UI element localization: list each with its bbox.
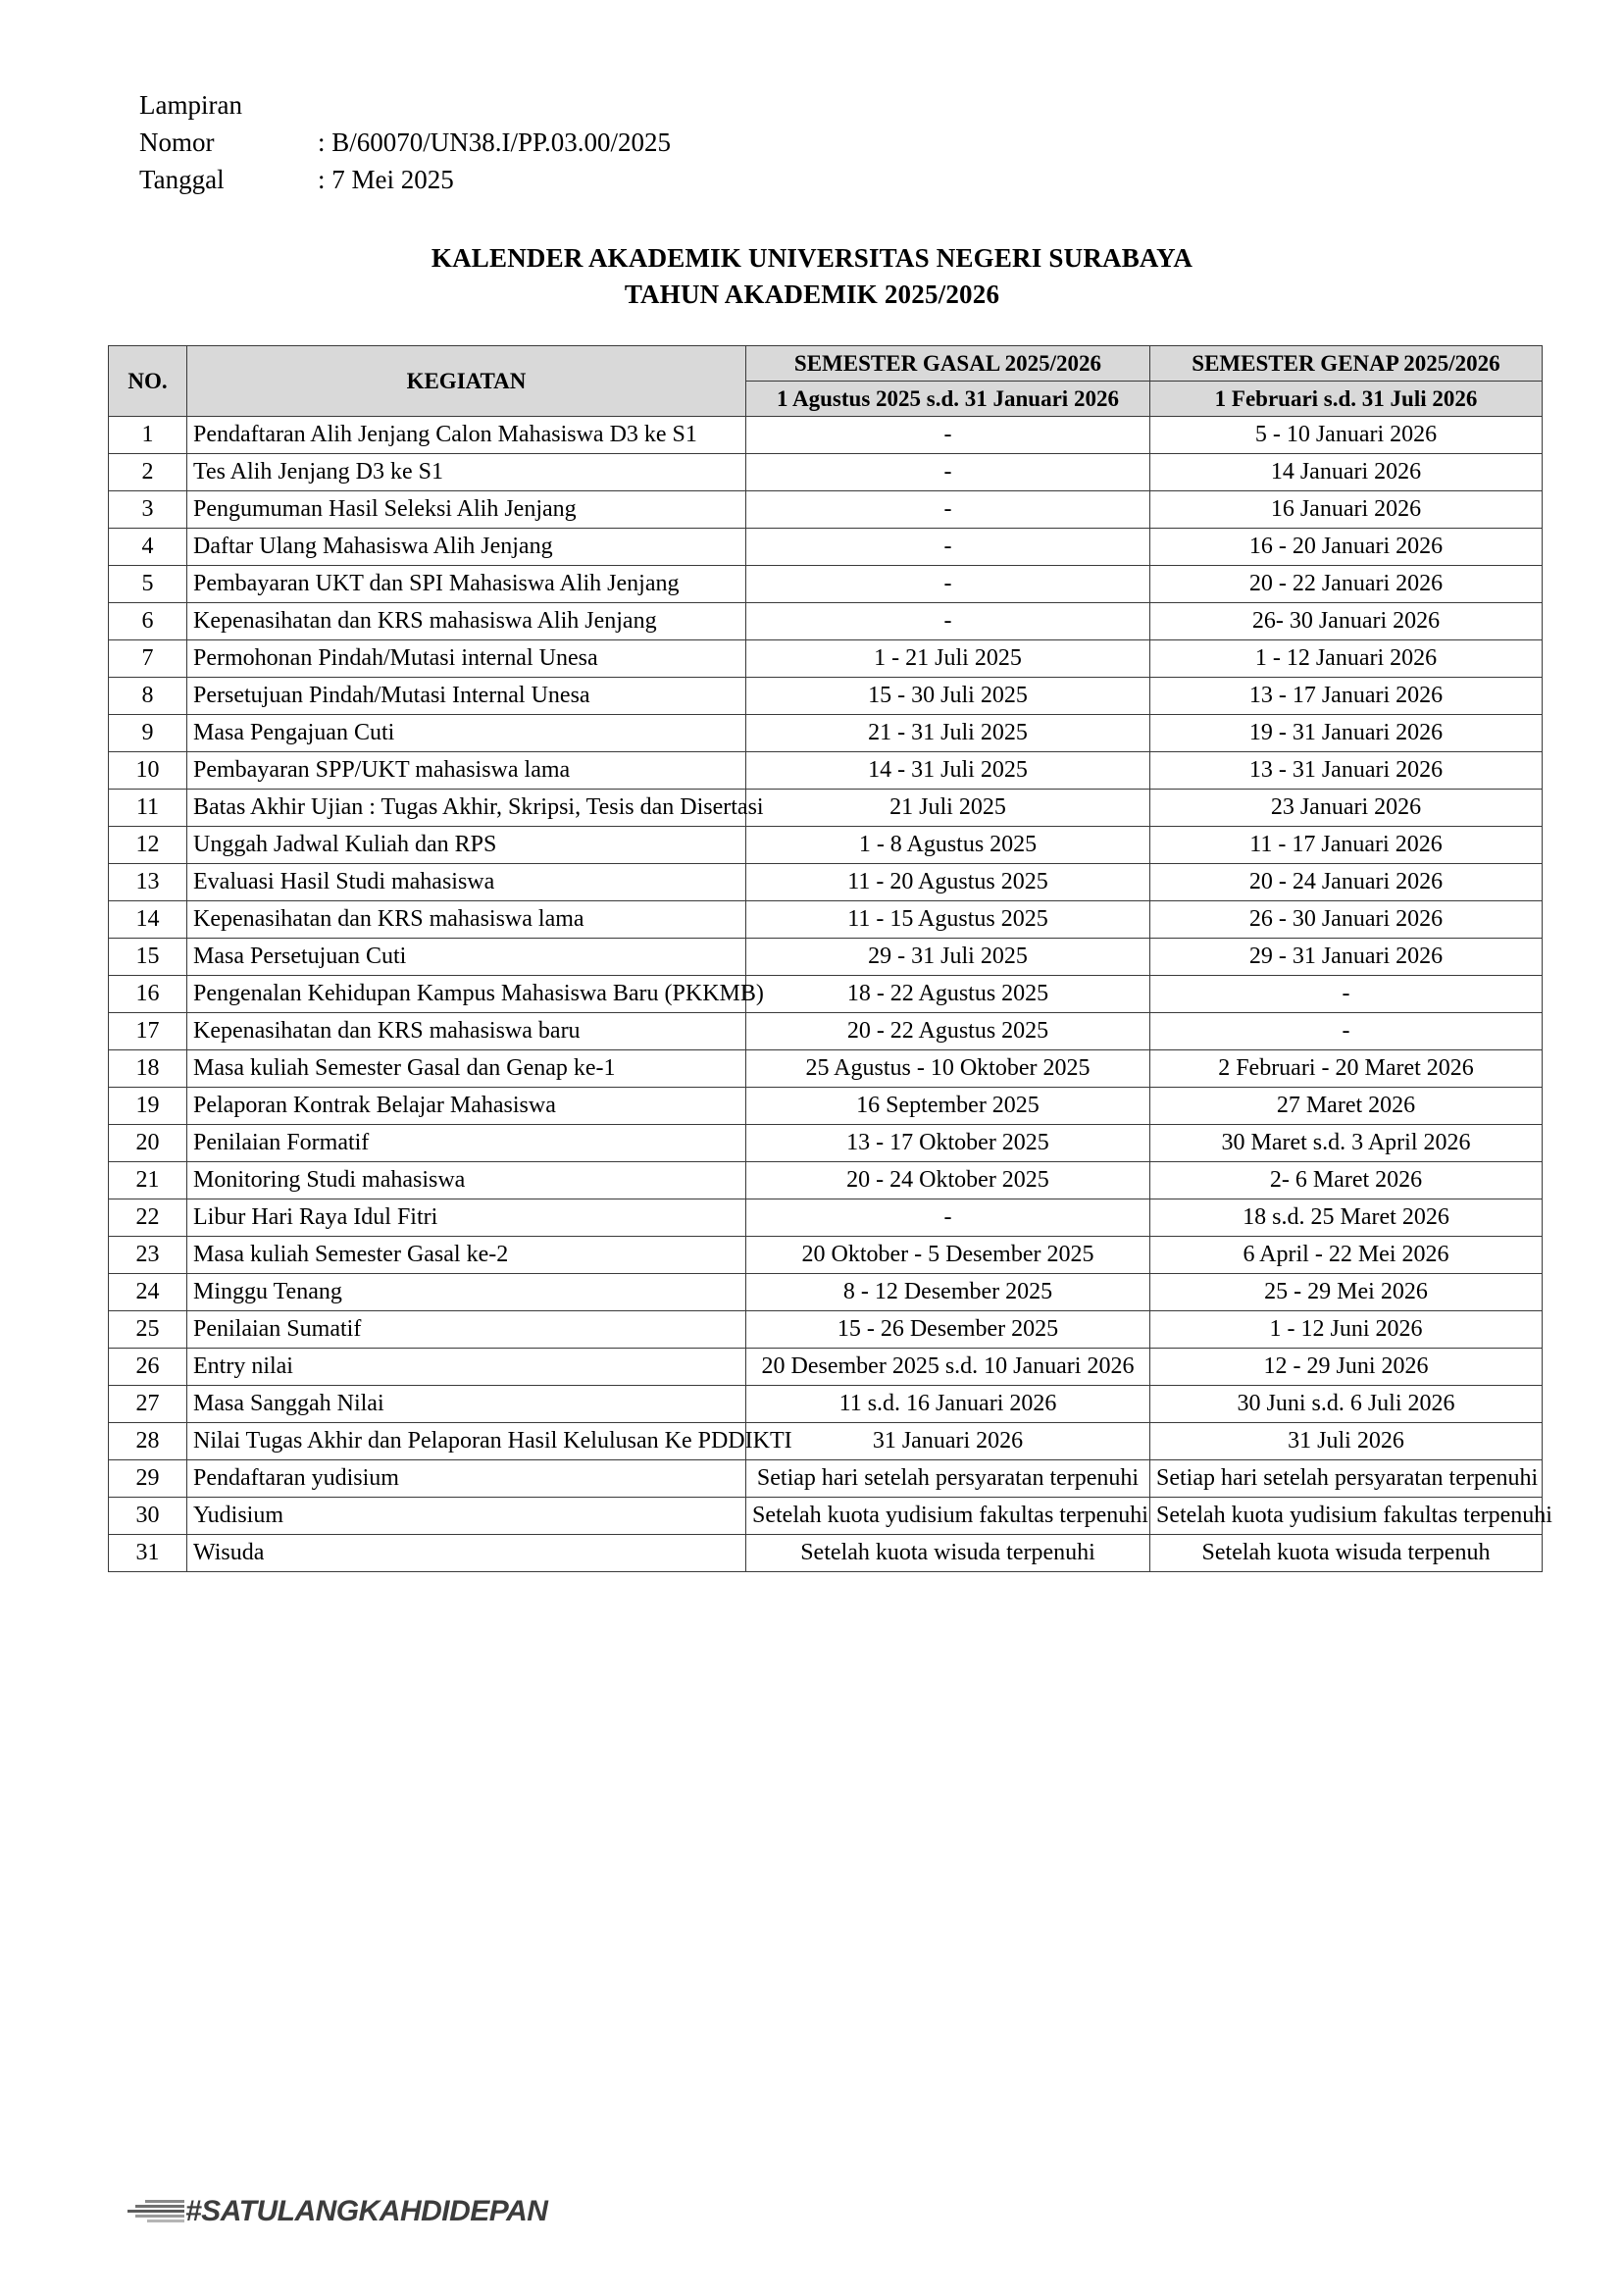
cell-semester-genap: 25 - 29 Mei 2026 xyxy=(1150,1274,1543,1311)
cell-no: 24 xyxy=(109,1274,187,1311)
cell-no: 1 xyxy=(109,417,187,454)
cell-semester-gasal: - xyxy=(746,603,1150,640)
table-row xyxy=(109,1013,1543,1050)
cell-semester-gasal: - xyxy=(746,566,1150,603)
cell-semester-genap: 26 - 30 Januari 2026 xyxy=(1150,901,1543,939)
cell-kegiatan: Masa Pengajuan Cuti xyxy=(187,715,746,752)
letterhead-block xyxy=(139,86,671,198)
cell-no: 20 xyxy=(109,1125,187,1162)
letterhead-row-lampiran xyxy=(139,86,671,124)
cell-kegiatan: Monitoring Studi mahasiswa xyxy=(187,1162,746,1199)
cell-kegiatan: Masa Persetujuan Cuti xyxy=(187,939,746,976)
cell-no: 23 xyxy=(109,1237,187,1274)
table-row xyxy=(109,715,1543,752)
cell-kegiatan: Masa kuliah Semester Gasal ke-2 xyxy=(187,1237,746,1274)
table-row xyxy=(109,1311,1543,1349)
page-title xyxy=(0,240,1624,313)
table-row xyxy=(109,1535,1543,1572)
cell-semester-genap: 20 - 22 Januari 2026 xyxy=(1150,566,1543,603)
cell-no: 16 xyxy=(109,976,187,1013)
cell-semester-gasal: - xyxy=(746,491,1150,529)
table-row xyxy=(109,678,1543,715)
cell-semester-genap: Setelah kuota wisuda terpenuh xyxy=(1150,1535,1543,1572)
cell-no: 17 xyxy=(109,1013,187,1050)
cell-no: 13 xyxy=(109,864,187,901)
table-row xyxy=(109,1274,1543,1311)
header-kegiatan: KEGIATAN xyxy=(187,346,746,417)
table-row xyxy=(109,1460,1543,1498)
header-gasal-range: 1 Agustus 2025 s.d. 31 Januari 2026 xyxy=(746,382,1150,417)
cell-semester-gasal: 15 - 26 Desember 2025 xyxy=(746,1311,1150,1349)
cell-semester-genap: 30 Juni s.d. 6 Juli 2026 xyxy=(1150,1386,1543,1423)
cell-kegiatan: Pelaporan Kontrak Belajar Mahasiswa xyxy=(187,1088,746,1125)
letterhead-row-nomor xyxy=(139,124,671,161)
cell-no: 6 xyxy=(109,603,187,640)
cell-no: 10 xyxy=(109,752,187,790)
cell-kegiatan: Libur Hari Raya Idul Fitri xyxy=(187,1199,746,1237)
table-row xyxy=(109,864,1543,901)
table-row xyxy=(109,491,1543,529)
cell-semester-gasal: 25 Agustus - 10 Oktober 2025 xyxy=(746,1050,1150,1088)
cell-kegiatan: Kepenasihatan dan KRS mahasiswa Alih Jenjang xyxy=(187,603,746,640)
speed-lines-icon xyxy=(127,2199,184,2224)
cell-semester-gasal: 13 - 17 Oktober 2025 xyxy=(746,1125,1150,1162)
cell-semester-gasal: 31 Januari 2026 xyxy=(746,1423,1150,1460)
header-semester-genap: SEMESTER GENAP 2025/2026 xyxy=(1150,346,1543,382)
cell-semester-genap: 14 Januari 2026 xyxy=(1150,454,1543,491)
cell-kegiatan: Tes Alih Jenjang D3 ke S1 xyxy=(187,454,746,491)
table-row xyxy=(109,1386,1543,1423)
cell-semester-gasal: 15 - 30 Juli 2025 xyxy=(746,678,1150,715)
cell-kegiatan: Permohonan Pindah/Mutasi internal Unesa xyxy=(187,640,746,678)
table-row xyxy=(109,1125,1543,1162)
cell-kegiatan: Minggu Tenang xyxy=(187,1274,746,1311)
cell-kegiatan: Batas Akhir Ujian : Tugas Akhir, Skripsi, Tesis dan Disertasi xyxy=(187,790,746,827)
letterhead-value-nomor: : B/60070/UN38.I/PP.03.00/2025 xyxy=(318,128,672,157)
table-header-row-1 xyxy=(109,346,1543,382)
cell-kegiatan: Yudisium xyxy=(187,1498,746,1535)
table-row xyxy=(109,1349,1543,1386)
cell-semester-genap: 30 Maret s.d. 3 April 2026 xyxy=(1150,1125,1543,1162)
cell-semester-gasal: 20 - 24 Oktober 2025 xyxy=(746,1162,1150,1199)
table-row xyxy=(109,417,1543,454)
cell-semester-genap: 2- 6 Maret 2026 xyxy=(1150,1162,1543,1199)
cell-semester-genap: 5 - 10 Januari 2026 xyxy=(1150,417,1543,454)
cell-semester-gasal: - xyxy=(746,529,1150,566)
table-row xyxy=(109,939,1543,976)
cell-no: 14 xyxy=(109,901,187,939)
header-no: NO. xyxy=(109,346,187,417)
cell-kegiatan: Wisuda xyxy=(187,1535,746,1572)
title-line-1: KALENDER AKADEMIK UNIVERSITAS NEGERI SURABAYA xyxy=(431,243,1193,273)
cell-semester-genap: 20 - 24 Januari 2026 xyxy=(1150,864,1543,901)
table-row xyxy=(109,752,1543,790)
cell-no: 12 xyxy=(109,827,187,864)
academic-calendar-table-wrap xyxy=(108,345,1552,1572)
table-row xyxy=(109,640,1543,678)
footer-branding xyxy=(127,2195,547,2228)
cell-no: 3 xyxy=(109,491,187,529)
cell-no: 22 xyxy=(109,1199,187,1237)
cell-semester-genap: 19 - 31 Januari 2026 xyxy=(1150,715,1543,752)
table-row xyxy=(109,1498,1543,1535)
cell-no: 28 xyxy=(109,1423,187,1460)
cell-semester-gasal: 14 - 31 Juli 2025 xyxy=(746,752,1150,790)
cell-kegiatan: Entry nilai xyxy=(187,1349,746,1386)
cell-semester-gasal: 1 - 21 Juli 2025 xyxy=(746,640,1150,678)
cell-semester-genap: 6 April - 22 Mei 2026 xyxy=(1150,1237,1543,1274)
table-row xyxy=(109,827,1543,864)
cell-semester-gasal: 21 Juli 2025 xyxy=(746,790,1150,827)
cell-no: 9 xyxy=(109,715,187,752)
cell-no: 18 xyxy=(109,1050,187,1088)
cell-semester-gasal: 8 - 12 Desember 2025 xyxy=(746,1274,1150,1311)
letterhead-value-tanggal: : 7 Mei 2025 xyxy=(318,165,454,194)
table-row xyxy=(109,1199,1543,1237)
cell-kegiatan: Evaluasi Hasil Studi mahasiswa xyxy=(187,864,746,901)
cell-kegiatan: Kepenasihatan dan KRS mahasiswa lama xyxy=(187,901,746,939)
table-row xyxy=(109,454,1543,491)
table-row xyxy=(109,1162,1543,1199)
cell-semester-genap: 1 - 12 Januari 2026 xyxy=(1150,640,1543,678)
cell-semester-genap: 13 - 17 Januari 2026 xyxy=(1150,678,1543,715)
cell-semester-gasal: - xyxy=(746,454,1150,491)
cell-kegiatan: Pengumuman Hasil Seleksi Alih Jenjang xyxy=(187,491,746,529)
cell-kegiatan: Unggah Jadwal Kuliah dan RPS xyxy=(187,827,746,864)
cell-semester-gasal: 20 Oktober - 5 Desember 2025 xyxy=(746,1237,1150,1274)
cell-no: 26 xyxy=(109,1349,187,1386)
cell-no: 5 xyxy=(109,566,187,603)
cell-semester-gasal: 11 - 15 Agustus 2025 xyxy=(746,901,1150,939)
cell-semester-genap: 29 - 31 Januari 2026 xyxy=(1150,939,1543,976)
footer-hashtag: #SATULANGKAHDIDEPAN xyxy=(185,2195,548,2227)
table-row xyxy=(109,790,1543,827)
cell-semester-gasal: 11 s.d. 16 Januari 2026 xyxy=(746,1386,1150,1423)
cell-no: 4 xyxy=(109,529,187,566)
cell-semester-genap: 2 Februari - 20 Maret 2026 xyxy=(1150,1050,1543,1088)
cell-semester-genap: Setelah kuota yudisium fakultas terpenuhi xyxy=(1150,1498,1543,1535)
cell-semester-genap: - xyxy=(1150,976,1543,1013)
cell-semester-genap: 12 - 29 Juni 2026 xyxy=(1150,1349,1543,1386)
cell-semester-gasal: 20 Desember 2025 s.d. 10 Januari 2026 xyxy=(746,1349,1150,1386)
table-row xyxy=(109,529,1543,566)
cell-no: 19 xyxy=(109,1088,187,1125)
letterhead-label-lampiran: Lampiran xyxy=(139,90,242,120)
cell-kegiatan: Pendaftaran Alih Jenjang Calon Mahasiswa D3 ke S1 xyxy=(187,417,746,454)
cell-semester-gasal: Setelah kuota wisuda terpenuhi xyxy=(746,1535,1150,1572)
cell-semester-genap: 26- 30 Januari 2026 xyxy=(1150,603,1543,640)
cell-no: 30 xyxy=(109,1498,187,1535)
letterhead-row-tanggal xyxy=(139,161,671,198)
cell-no: 31 xyxy=(109,1535,187,1572)
cell-kegiatan: Penilaian Sumatif xyxy=(187,1311,746,1349)
cell-semester-genap: Setiap hari setelah persyaratan terpenuhi xyxy=(1150,1460,1543,1498)
cell-semester-genap: 16 Januari 2026 xyxy=(1150,491,1543,529)
cell-kegiatan: Pembayaran UKT dan SPI Mahasiswa Alih Jenjang xyxy=(187,566,746,603)
cell-semester-gasal: 1 - 8 Agustus 2025 xyxy=(746,827,1150,864)
cell-no: 25 xyxy=(109,1311,187,1349)
cell-kegiatan: Masa Sanggah Nilai xyxy=(187,1386,746,1423)
cell-semester-genap: - xyxy=(1150,1013,1543,1050)
cell-no: 27 xyxy=(109,1386,187,1423)
table-row xyxy=(109,1423,1543,1460)
header-semester-gasal: SEMESTER GASAL 2025/2026 xyxy=(746,346,1150,382)
cell-semester-genap: 1 - 12 Juni 2026 xyxy=(1150,1311,1543,1349)
cell-semester-genap: 31 Juli 2026 xyxy=(1150,1423,1543,1460)
cell-semester-gasal: Setiap hari setelah persyaratan terpenuhi xyxy=(746,1460,1150,1498)
cell-no: 7 xyxy=(109,640,187,678)
cell-no: 8 xyxy=(109,678,187,715)
cell-semester-gasal: 20 - 22 Agustus 2025 xyxy=(746,1013,1150,1050)
cell-kegiatan: Kepenasihatan dan KRS mahasiswa baru xyxy=(187,1013,746,1050)
cell-kegiatan: Pembayaran SPP/UKT mahasiswa lama xyxy=(187,752,746,790)
table-body xyxy=(109,417,1552,1572)
table-row xyxy=(109,603,1543,640)
cell-semester-genap: 11 - 17 Januari 2026 xyxy=(1150,827,1543,864)
table-row xyxy=(109,1088,1543,1125)
cell-no: 21 xyxy=(109,1162,187,1199)
letterhead-label-nomor: Nomor xyxy=(139,128,215,157)
cell-semester-gasal: - xyxy=(746,1199,1150,1237)
cell-semester-genap: 16 - 20 Januari 2026 xyxy=(1150,529,1543,566)
table-row xyxy=(109,1237,1543,1274)
cell-no: 15 xyxy=(109,939,187,976)
academic-calendar-table xyxy=(108,345,1552,1572)
cell-semester-gasal: 18 - 22 Agustus 2025 xyxy=(746,976,1150,1013)
cell-kegiatan: Masa kuliah Semester Gasal dan Genap ke-1 xyxy=(187,1050,746,1088)
cell-semester-gasal: 21 - 31 Juli 2025 xyxy=(746,715,1150,752)
cell-semester-gasal: 11 - 20 Agustus 2025 xyxy=(746,864,1150,901)
cell-semester-genap: 13 - 31 Januari 2026 xyxy=(1150,752,1543,790)
table-row xyxy=(109,1050,1543,1088)
cell-semester-gasal: Setelah kuota yudisium fakultas terpenuhi xyxy=(746,1498,1150,1535)
title-line-2: TAHUN AKADEMIK 2025/2026 xyxy=(624,280,1000,309)
cell-no: 2 xyxy=(109,454,187,491)
cell-semester-genap: 27 Maret 2026 xyxy=(1150,1088,1543,1125)
cell-semester-gasal: 29 - 31 Juli 2025 xyxy=(746,939,1150,976)
cell-semester-gasal: 16 September 2025 xyxy=(746,1088,1150,1125)
cell-kegiatan: Daftar Ulang Mahasiswa Alih Jenjang xyxy=(187,529,746,566)
cell-semester-genap: 18 s.d. 25 Maret 2026 xyxy=(1150,1199,1543,1237)
cell-kegiatan: Pengenalan Kehidupan Kampus Mahasiswa Baru (PKKMB) xyxy=(187,976,746,1013)
table-row xyxy=(109,566,1543,603)
table-row xyxy=(109,976,1543,1013)
cell-kegiatan: Pendaftaran yudisium xyxy=(187,1460,746,1498)
table-row xyxy=(109,901,1543,939)
letterhead-label-tanggal: Tanggal xyxy=(139,165,225,194)
table-header xyxy=(109,346,1543,417)
cell-kegiatan: Nilai Tugas Akhir dan Pelaporan Hasil Kelulusan Ke PDDIKTI xyxy=(187,1423,746,1460)
cell-semester-genap: 23 Januari 2026 xyxy=(1150,790,1543,827)
cell-semester-gasal: - xyxy=(746,417,1150,454)
cell-kegiatan: Persetujuan Pindah/Mutasi Internal Unesa xyxy=(187,678,746,715)
cell-no: 29 xyxy=(109,1460,187,1498)
header-genap-range: 1 Februari s.d. 31 Juli 2026 xyxy=(1150,382,1543,417)
cell-kegiatan: Penilaian Formatif xyxy=(187,1125,746,1162)
cell-no: 11 xyxy=(109,790,187,827)
